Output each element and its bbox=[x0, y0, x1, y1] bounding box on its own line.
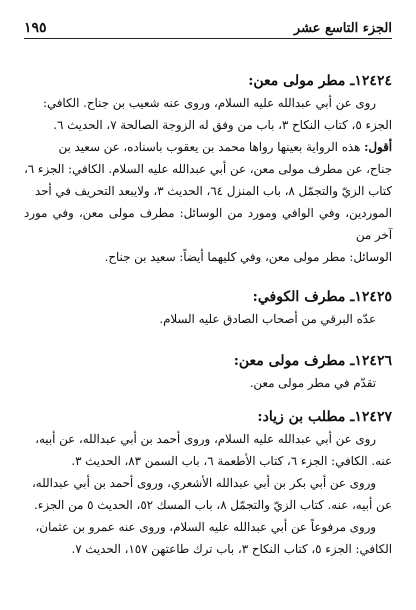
entry-text-line: وروى مرفوعاً عن أبي عبدالله عليه السلام، وروى عنه عمرو بن عثمان، bbox=[35, 520, 376, 534]
entry-text-line: الجزء ٥، كتاب النكاح ٣، باب من وفق له الزوجة الصالحة ٧، الحديث ٦. bbox=[53, 118, 392, 132]
entry-text-line: روى عن أبي عبدالله عليه السلام، وروى أحمد بن أبي عبدالله، عن أبيه، bbox=[35, 432, 376, 446]
entry-12426 bbox=[24, 350, 392, 394]
running-title: الجزء التاسع عشر bbox=[293, 21, 392, 36]
page-number: ١٩٥ bbox=[24, 20, 47, 36]
entry-12425 bbox=[24, 286, 392, 330]
entry-text-line: عنه. الكافي: الجزء ٦، كتاب الأطعمة ٦، باب السمن ٨٣، الحديث ٣. bbox=[71, 454, 392, 468]
entry-12427 bbox=[24, 406, 392, 560]
page-header bbox=[24, 16, 392, 39]
entry-text-line: عدّه البرقي من أصحاب الصادق عليه السلام. bbox=[159, 312, 376, 326]
entry-text-line: تقدّم في مطر مولى معن. bbox=[249, 376, 376, 390]
aqul-label: أقول: bbox=[364, 140, 392, 154]
entry-text-line: وروى عن أبي بكر بن أبي عبدالله الأشعري، وروى أحمد بن أبي عبدالله، bbox=[32, 476, 376, 490]
entry-12424 bbox=[24, 70, 392, 268]
entry-text-line: روى عن أبي عبدالله عليه السلام، وروى عنه شعيب بن جناح. الكافي: bbox=[42, 96, 376, 110]
entry-heading: ١٢٤٢٧ـ مطلب بن زياد: bbox=[257, 409, 392, 425]
entry-heading: ١٢٤٢٦ـ مطرف مولى معن: bbox=[233, 353, 392, 369]
entry-text-line bbox=[24, 136, 392, 158]
entry-text-line: الكافي: الجزء ٥، كتاب النكاح ٣، باب ترك طاعتهن ١٥٧، الحديث ٧. bbox=[71, 542, 392, 556]
entry-heading: ١٢٤٢٥ـ مطرف الكوفي: bbox=[252, 289, 392, 305]
entry-text-line: عن أبيه، عنه. كتاب الزيّ والتجمّل ٨، باب المسك ٥٢، الحديث ٥ من الجزء. bbox=[34, 498, 392, 512]
entry-text-line: الموردين، وفي الوافي ومورد من الوسائل: مطرف مولى معن، وفي مورد آخر من bbox=[24, 206, 392, 242]
entry-text-line: جناح، عن مطرف مولى معن، عن أبي عبدالله عليه السلام. الكافي: الجزء ٦، bbox=[23, 162, 392, 176]
entry-text-line: الوسائل: مطر مولى معن، وفي كليهما أيضاً: سعيد بن جناح. bbox=[104, 250, 392, 264]
entry-text-span: هذه الرواية بعينها رواها محمد بن يعقوب باسناده، عن سعيد بن bbox=[58, 140, 365, 154]
entry-text-line: كتاب الزيّ والتجمّل ٨، باب المنزل ٦٤، الحديث ٣، ولايبعد التحريف في أحد bbox=[34, 184, 392, 198]
entry-heading: ١٢٤٢٤ـ مطر مولى معن: bbox=[248, 73, 392, 89]
